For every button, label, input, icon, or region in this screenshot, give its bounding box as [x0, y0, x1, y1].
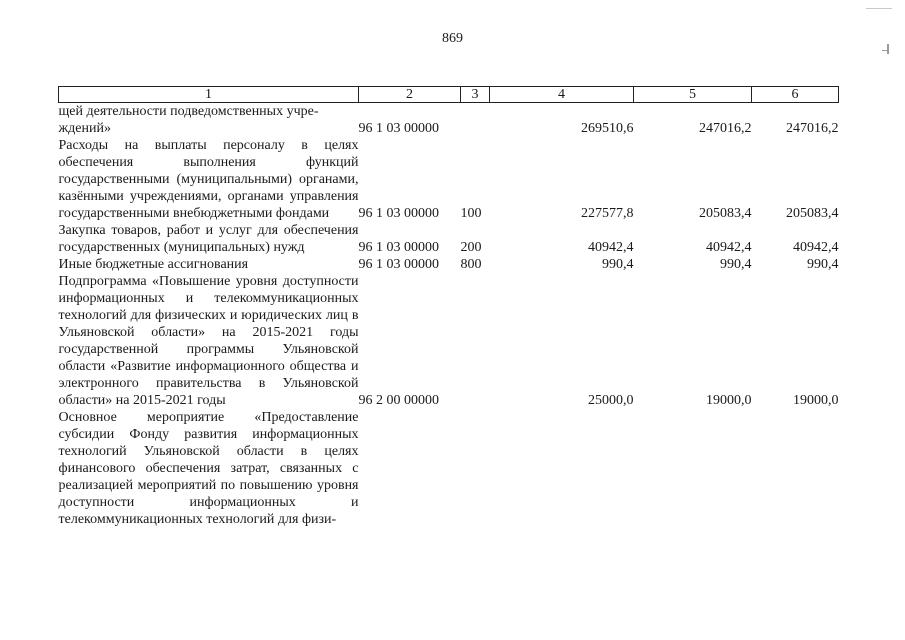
row-expense-type: 800: [460, 257, 482, 272]
row-amount-year-3: 19000,0: [793, 393, 839, 408]
row-amount-year-1: 990,4: [602, 257, 634, 272]
column-header: 3: [461, 87, 490, 103]
row-expense-type: 100: [460, 206, 482, 221]
row-amount-year-2: 19000,0: [706, 393, 752, 408]
row-description: Расходы на выплаты персоналу в целях обеспечения выполнения функций государственными (муниципальными) органами, казёнными учреждениями, органами управления государственными внебюджетными фондами: [58, 138, 359, 221]
row-amount-year-2: 205083,4: [699, 206, 752, 221]
table-row: [59, 222, 839, 256]
row-expense-type: [461, 409, 490, 528]
budget-table: [58, 86, 839, 528]
row-amount-year-1: 269510,6: [581, 121, 634, 136]
table-row: [59, 409, 839, 528]
row-description: Закупка товаров, работ и услуг для обеспечения государственных (муниципальных) нужд: [58, 223, 359, 255]
row-amount-year-3: 40942,4: [793, 240, 839, 255]
row-code: 96 1 03 00000: [358, 257, 439, 272]
row-amount-year-2: [634, 409, 752, 528]
row-amount-year-3: 990,4: [807, 257, 839, 272]
column-header: 6: [752, 87, 839, 103]
row-amount-year-2: 990,4: [720, 257, 752, 272]
row-code: 96 1 03 00000: [358, 206, 439, 221]
row-code: 96 1 03 00000: [358, 121, 439, 136]
row-amount-year-2: 40942,4: [706, 240, 752, 255]
row-expense-type: [461, 273, 490, 409]
row-description: Подпрограмма «Повышение уровня доступности информационных и телекоммуникационных технологий для физических и юридических лиц в Ульяновской области» на 2015-2021 годы государственной программы Ульяновской области «Развитие информационного общества и электронного правительства в Ульяновской области» на 2015-2021 годы: [58, 274, 359, 408]
page-number: 869: [442, 31, 463, 46]
row-amount-year-1: 25000,0: [588, 393, 634, 408]
column-header: 5: [634, 87, 752, 103]
row-expense-type: 200: [460, 240, 482, 255]
table-header-row: [59, 87, 839, 103]
row-expense-type: [461, 103, 490, 138]
scan-artifact: [866, 8, 892, 9]
table-row: [59, 137, 839, 222]
row-description: щей деятельности подведомственных учре- ждений»: [58, 104, 319, 136]
row-code: 96 1 03 00000: [358, 240, 439, 255]
row-amount-year-3: 205083,4: [786, 206, 839, 221]
row-description: Основное мероприятие «Предоставление субсидии Фонду развития информационных технологий Ульяновской области в целях финансового обеспечения затрат, связанных с реализацией мероприятий по повышению уровня доступности информационных и телекоммуникационных технологий для физи-: [58, 410, 359, 527]
row-description: Иные бюджетные ассигнования: [58, 257, 249, 272]
scan-artifact: [882, 50, 887, 51]
column-header: 4: [490, 87, 634, 103]
row-amount-year-1: 227577,8: [581, 206, 634, 221]
table-row: [59, 103, 839, 138]
scan-artifact: [887, 44, 889, 54]
row-amount-year-1: [490, 409, 634, 528]
row-amount-year-1: 40942,4: [588, 240, 634, 255]
row-code: 96 2 00 00000: [358, 393, 439, 408]
column-header: 2: [359, 87, 461, 103]
row-code: [359, 409, 461, 528]
row-amount-year-3: 247016,2: [786, 121, 839, 136]
row-amount-year-2: 247016,2: [699, 121, 752, 136]
row-amount-year-3: [752, 409, 839, 528]
table-row: [59, 273, 839, 409]
column-header: 1: [59, 87, 359, 103]
table-row: [59, 256, 839, 273]
